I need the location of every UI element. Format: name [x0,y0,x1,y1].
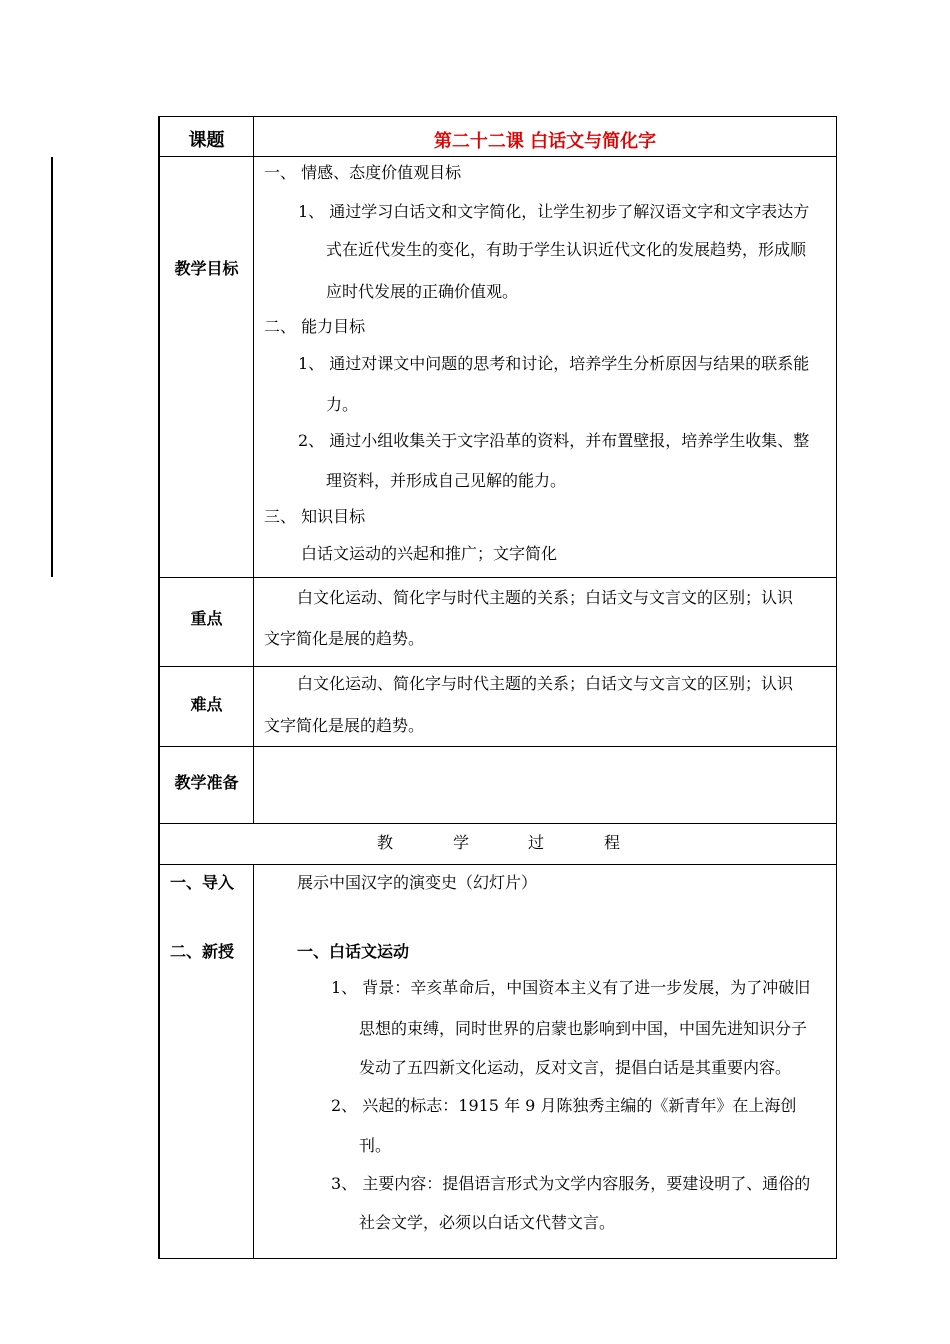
difficulties-text: 文字简化是展的趋势。 [264,716,425,735]
process-text: 3、 主要内容：提倡语言形式为文学内容服务，要建设明了、通俗的 [331,1174,811,1193]
objective-section-1: 一、 情感、态度价值观目标 [264,163,462,182]
intro-text: 展示中国汉字的演变史（幻灯片） [297,873,538,892]
objective-text: 应时代发展的正确价值观。 [326,282,519,301]
objective-section-2: 二、 能力目标 [264,317,366,336]
objective-text: 2、 通过小组收集关于文字沿革的资料，并布置壁报，培养学生收集、整 [298,431,810,450]
objective-text: 1、 通过对课文中问题的思考和讨论，培养学生分析原因与结果的联系能 [298,354,810,373]
process-text: 2、 兴起的标志：1915 年 9 月陈独秀主编的《新青年》在上海创 [331,1096,797,1115]
process-text: 社会文学，必须以白话文代替文言。 [359,1213,616,1232]
process-heading-char: 学 [453,833,470,852]
process-text: 刊。 [359,1136,392,1155]
lesson-label: 课题 [188,130,225,151]
key-points-label: 重点 [190,609,223,628]
objective-text: 理资料，并形成自己见解的能力。 [326,471,567,490]
section-subhead: 一、白话文运动 [297,942,410,961]
new-lesson-label: 二、新授 [170,942,235,961]
objective-text: 式在近代发生的变化，有助于学生认识近代文化的发展趋势，形成顺 [326,240,807,259]
objective-text: 白话文运动的兴起和推广；文字简化 [301,544,558,563]
objective-text: 力。 [326,395,359,414]
key-points-text: 文字简化是展的趋势。 [264,629,425,648]
intro-label: 一、导入 [170,873,235,892]
process-heading-char: 程 [604,833,621,852]
difficulties-text: 白文化运动、简化字与时代主题的关系；白话文与文言文的区别；认识 [297,674,794,693]
process-heading-char: 教 [377,833,394,852]
binding-margin-line [51,157,55,577]
key-points-text: 白文化运动、简化字与时代主题的关系；白话文与文言文的区别；认识 [297,588,794,607]
process-text: 发动了五四新文化运动，反对文言，提倡白话是其重要内容。 [359,1058,792,1077]
difficulties-label: 难点 [190,695,223,714]
objectives-label: 教学目标 [174,259,239,278]
process-text: 1、 背景：辛亥革命后，中国资本主义有了进一步发展，为了冲破旧 [331,978,811,997]
objective-text: 1、 通过学习白话文和文字简化，让学生初步了解汉语文字和文字表达方 [298,202,810,221]
process-heading-char: 过 [528,833,545,852]
lesson-title: 第二十二课 白话文与简化字 [433,131,657,152]
objective-section-3: 三、 知识目标 [264,507,366,526]
preparation-label: 教学准备 [174,773,239,792]
process-text: 思想的束缚，同时世界的启蒙也影响到中国，中国先进知识分子 [359,1019,808,1038]
